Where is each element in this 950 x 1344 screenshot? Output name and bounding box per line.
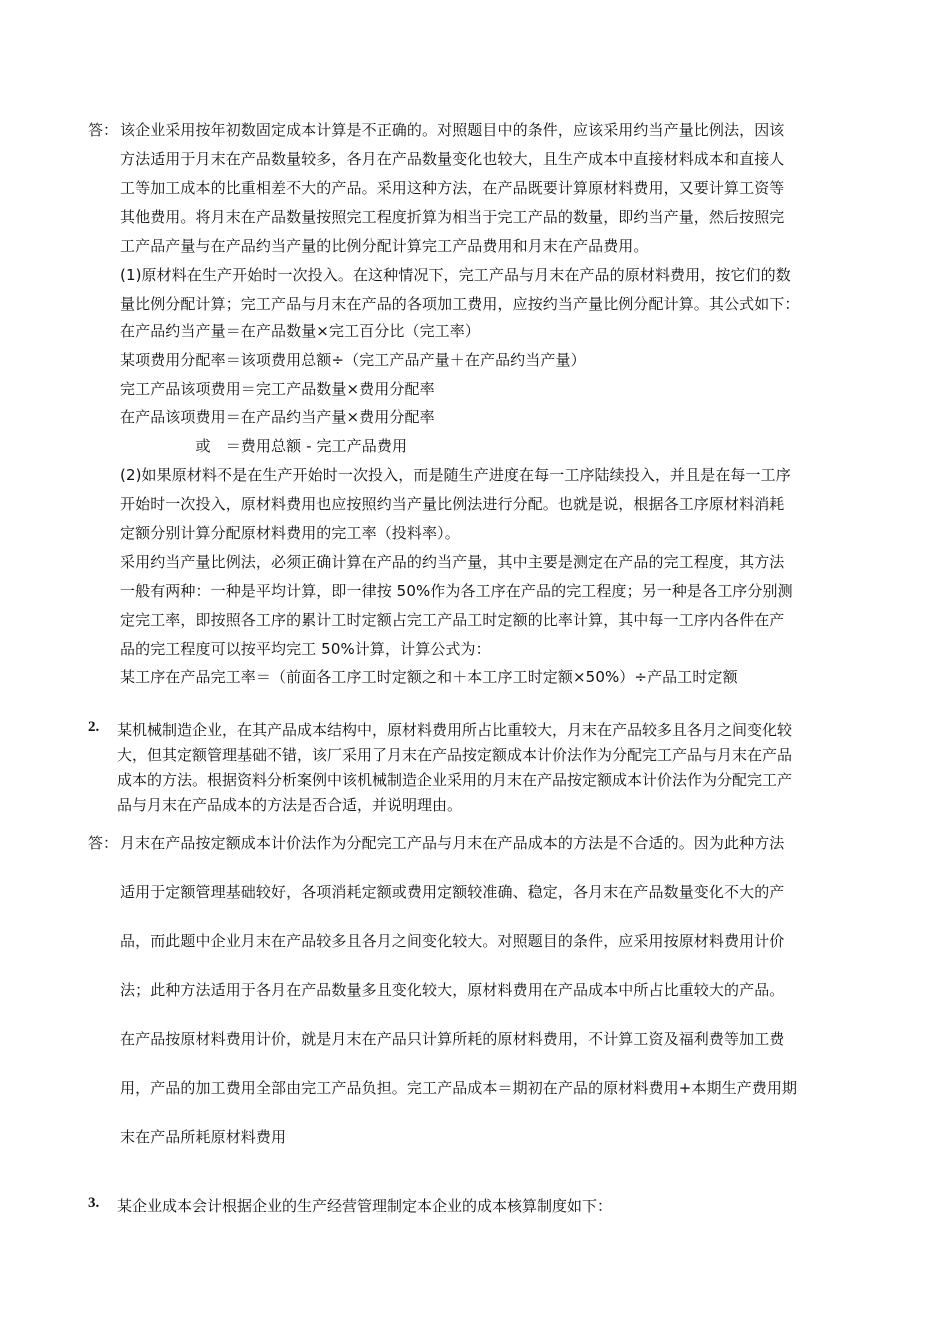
question-3-line: 某企业成本会计根据企业的生产经营管理制定本企业的成本核算制度如下： — [117, 1199, 613, 1215]
formula-line: 某工序在产品完工率＝（前面各工序工时定额之和＋本工序工时定额×50%）÷产品工时定额 — [120, 668, 738, 686]
answer-1-line: 工等加工成本的比重相差不大的产品。采用这种方法，在产品既要计算原材料费用，又要计算工资等 — [120, 179, 785, 197]
question-2-line: 大，但其定额管理基础不错，该厂采用了月末在产品按定额成本计价法作为分配完工产品与月末在产品 — [117, 748, 793, 764]
answer-1-line: 定完工率，即按照各工序的累计工时定额占完工产品工时定额的比率计算，其中每一工序内各件在产 — [120, 611, 785, 629]
answer-1-line: 该企业采用按年初数固定成本计算是不正确的。对照题目中的条件，应该采用约当产量比例法，因该 — [120, 121, 785, 139]
answer-2-line: 月末在产品按定额成本计价法作为分配完工产品与月末在产品成本的方法是不合适的。因为此种方法 — [120, 834, 785, 852]
answer-2-line: 用，产品的加工费用全部由完工产品负担。完工产品成本＝期初在产品的原材料费用+本期生产费用期 — [120, 1079, 798, 1097]
answer-1-line: 一般有两种：一种是平均计算，即一律按 50%作为各工序在产品的完工程度；另一种是各工序分别测 — [120, 582, 793, 600]
formula-line: 在产品该项费用＝在产品约当产量×费用分配率 — [120, 408, 435, 426]
answer-1-line: 品的完工程度可以按平均完工 50%计算，计算公式为： — [120, 640, 491, 658]
answer-2-line: 末在产品所耗原材料费用 — [120, 1128, 287, 1146]
answer-label: 答： — [88, 123, 119, 139]
answer-label: 答： — [88, 836, 119, 852]
answer-1-line: (1)原材料在生产开始时一次投入。在这种情况下，完工产品与月末在产品的原材料费用，按它们的数 — [120, 266, 791, 284]
formula-line: 或 ＝费用总额 - 完工产品费用 — [120, 437, 408, 455]
answer-1-line: (2)如果原材料不是在生产开始时一次投入，而是随生产进度在每一工序陆续投入，并且是在每一工序 — [120, 466, 791, 484]
answer-1-line: 开始时一次投入，原材料费用也应按照约当产量比例法进行分配。也就是说，根据各工序原材料消耗 — [120, 495, 785, 513]
answer-1-line: 方法适用于月末在产品数量较多，各月在产品数量变化也较大，且生产成本中直接材料成本和直接人 — [120, 150, 785, 168]
formula-line: 某项费用分配率＝该项费用总额÷（完工产品产量＋在产品约当产量） — [120, 351, 586, 369]
formula-line: 在产品约当产量＝在产品数量×完工百分比（完工率） — [120, 322, 480, 340]
question-number: 2. — [88, 719, 100, 735]
question-2-line: 品与月末在产品成本的方法是否合适，并说明理由。 — [117, 798, 463, 814]
answer-1-line: 采用约当产量比例法，必须正确计算在产品的约当产量，其中主要是测定在产品的完工程度，其方法 — [120, 553, 785, 571]
answer-1-line: 其他费用。将月末在产品数量按照完工程度折算为相当于完工产品的数量，即约当产量，然后按照完 — [120, 208, 785, 226]
question-2-line: 某机械制造企业，在其产品成本结构中，原材料费用所占比重较大，月末在产品较多且各月之间变化较 — [117, 723, 793, 739]
answer-2-line: 法；此种方法适用于各月在产品数量多且变化较大，原材料费用在产品成本中所占比重较大的产品。 — [120, 981, 785, 999]
answer-1-line: 量比例分配计算；完工产品与月末在产品的各项加工费用，应按约当产量比例分配计算。其公式如下： — [120, 295, 800, 313]
answer-1-line: 工产品产量与在产品约当产量的比例分配计算完工产品费用和月末在产品费用。 — [120, 237, 649, 255]
answer-2-line: 适用于定额管理基础较好，各项消耗定额或费用定额较准确、稳定，各月末在产品数量变化不大的产 — [120, 883, 785, 901]
answer-2-line: 在产品按原材料费用计价，就是月末在产品只计算所耗的原材料费用，不计算工资及福利费等加工费 — [120, 1030, 785, 1048]
formula-line: 完工产品该项费用＝完工产品数量×费用分配率 — [120, 380, 435, 398]
answer-1-line: 定额分别计算分配原材料费用的完工率（投料率）。 — [120, 524, 460, 542]
answer-2-line: 品，而此题中企业月末在产品较多且各月之间变化较大。对照题目的条件，应采用按原材料费用计价 — [120, 932, 785, 950]
question-2-line: 成本的方法。根据资料分析案例中该机械制造企业采用的月末在产品按定额成本计价法作为分配完工产 — [117, 773, 793, 789]
question-number: 3. — [88, 1195, 100, 1211]
